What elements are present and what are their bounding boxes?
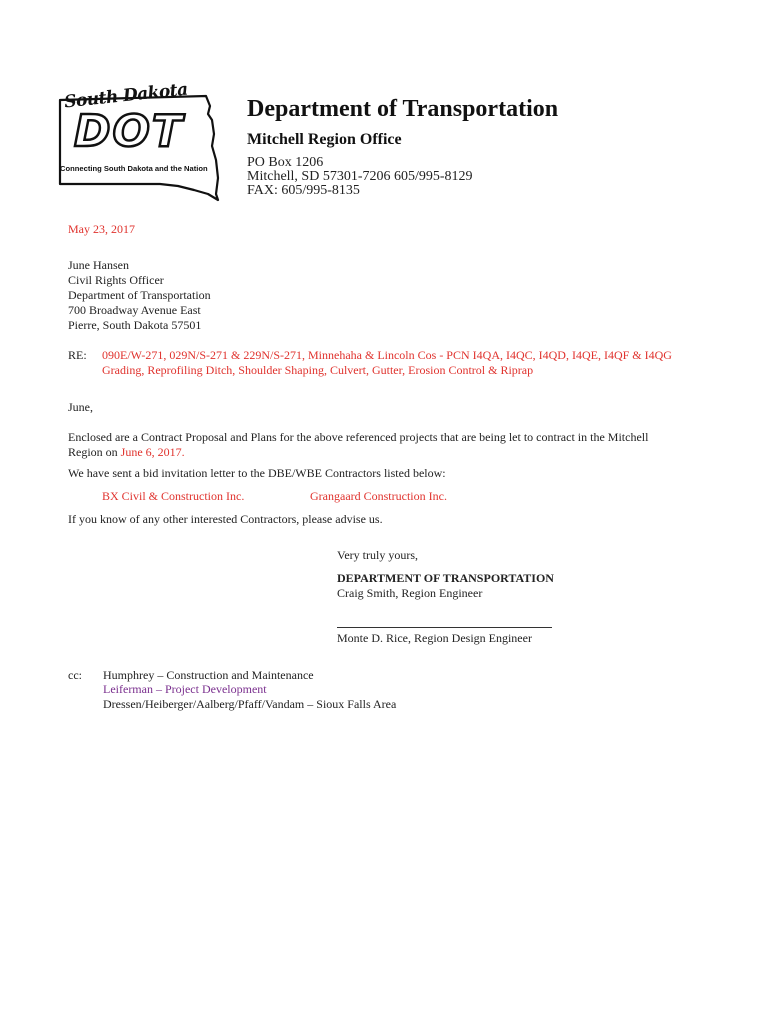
signature-name: Craig Smith, Region Engineer	[337, 586, 483, 600]
re-work-description: Grading, Reprofiling Ditch, Shoulder Shaping, Culvert, Gutter, Erosion Control & Riprap	[102, 363, 534, 377]
re-label: RE:	[68, 348, 87, 362]
re-projects: 090E/W-271, 029N/S-271 & 229N/S-271, Minnehaha & Lincoln Cos - PCN I4QA, I4QC, I4QD, I4QE, I4QF & I4QG	[102, 348, 672, 362]
contractor-2: Grangaard Construction Inc.	[310, 489, 447, 503]
body-paragraph-3: If you know of any other interested Contractors, please advise us.	[68, 512, 383, 526]
city-phone: Mitchell, SD 57301-7206 605/995-8129	[247, 169, 473, 184]
cc-item: Humphrey – Construction and Maintenance	[103, 668, 314, 682]
sd-dot-logo	[56, 79, 222, 204]
recipient-name: June Hansen	[68, 258, 129, 272]
recipient-city: Pierre, South Dakota 57501	[68, 318, 202, 332]
office-name: Mitchell Region Office	[247, 131, 402, 148]
body-paragraph-1-line-1: Enclosed are a Contract Proposal and Plans for the above referenced projects that are being let to contract in the Mitchell	[68, 430, 649, 444]
cc-item: Leiferman – Project Development	[103, 682, 267, 696]
letter-date: May 23, 2017	[68, 222, 135, 236]
closing: Very truly yours,	[337, 548, 418, 562]
body-paragraph-2: We have sent a bid invitation letter to the DBE/WBE Contractors listed below:	[68, 466, 446, 480]
recipient-title: Civil Rights Officer	[68, 273, 164, 287]
letting-date: June 6, 2017.	[120, 445, 185, 459]
signature-org: DEPARTMENT OF TRANSPORTATION	[337, 571, 554, 585]
salutation: June,	[68, 400, 93, 414]
recipient-org: Department of Transportation	[68, 288, 211, 302]
body-paragraph-1-line-2	[68, 445, 185, 460]
recipient-street: 700 Broadway Avenue East	[68, 303, 201, 317]
logo-script-text: South Dakota	[63, 79, 189, 113]
second-signature-name: Monte D. Rice, Region Design Engineer	[337, 631, 532, 645]
cc-label: cc:	[68, 668, 82, 682]
po-box: PO Box 1206	[247, 155, 324, 170]
department-title: Department of Transportation	[247, 96, 559, 122]
logo-dot-mark: DOT	[74, 106, 184, 157]
fax-number: FAX: 605/995-8135	[247, 183, 360, 198]
cc-item: Dressen/Heiberger/Aalberg/Pfaff/Vandam – Sioux Falls Area	[103, 697, 397, 711]
contractor-1: BX Civil & Construction Inc.	[102, 489, 245, 503]
signature-line	[337, 627, 552, 628]
body-paragraph-1-prefix: Region on	[68, 445, 121, 459]
logo-tagline: Connecting South Dakota and the Nation	[60, 164, 208, 173]
